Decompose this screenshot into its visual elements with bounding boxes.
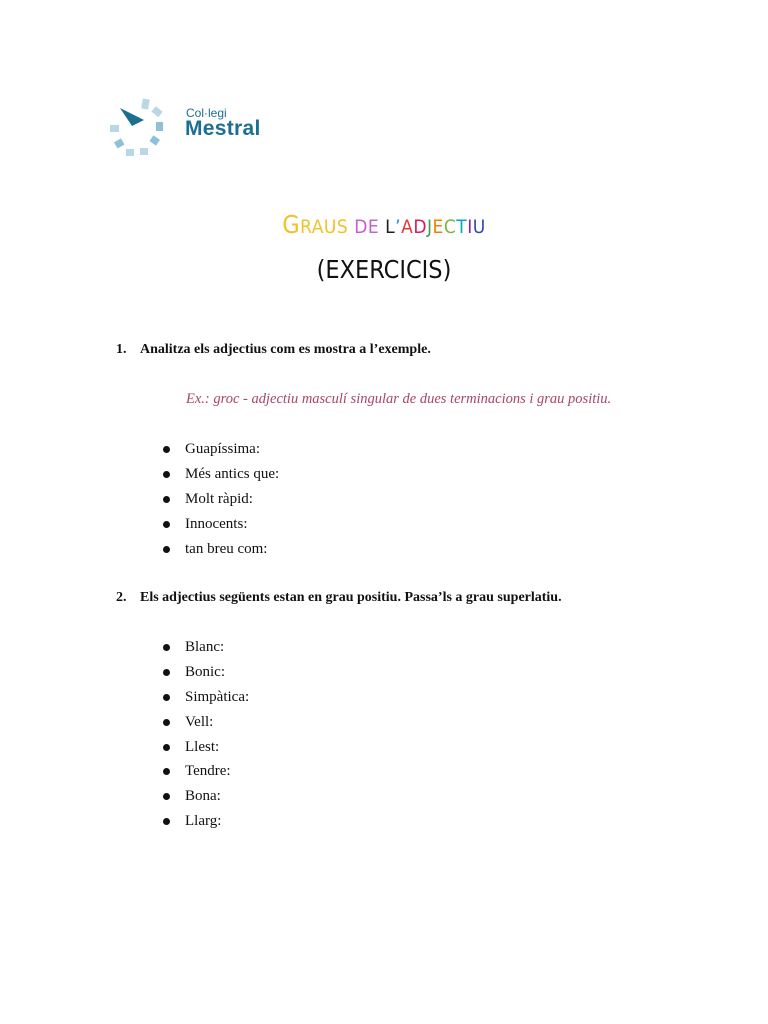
list-item-label: Innocents: — [185, 515, 248, 532]
title-rainbow — [0, 210, 768, 239]
bullet-icon — [163, 496, 170, 503]
logo-mark-icon — [108, 96, 180, 162]
title-letter: I — [467, 216, 473, 238]
bullet-icon — [163, 521, 170, 528]
list-item — [160, 784, 249, 809]
title-letter: RAUS — [300, 216, 349, 238]
title-letter: L — [385, 216, 396, 238]
list-item — [160, 487, 279, 512]
list-item-label: Bonic: — [185, 663, 225, 680]
list-item-label: Llest: — [185, 738, 220, 755]
bullet-icon — [163, 744, 170, 751]
list-item-label: Vell: — [185, 713, 214, 730]
list-item-label: Simpàtica: — [185, 688, 250, 705]
question-1 — [116, 342, 431, 358]
list-item — [160, 735, 249, 760]
list-item-label: Més antics que: — [185, 465, 280, 482]
bullet-icon — [163, 818, 170, 825]
title-letter: A — [401, 216, 414, 238]
title-letter: U — [472, 216, 486, 238]
list-item — [160, 462, 279, 487]
list-item-label: tan breu com: — [185, 540, 268, 557]
list-item — [160, 710, 249, 735]
list-item-label: Llarg: — [185, 813, 222, 830]
list-item — [160, 685, 249, 710]
list-item — [160, 759, 249, 784]
question-1-number: 1. — [116, 342, 127, 357]
title-letter: ’ — [395, 216, 402, 238]
logo-name-text: Mestral — [185, 117, 261, 140]
list-item-label: Tendre: — [185, 763, 231, 780]
title-letter: D — [413, 216, 427, 238]
list-item-label: Bona: — [185, 788, 221, 805]
school-logo — [108, 96, 278, 162]
title-subtitle: (EXERCICIS) — [316, 255, 452, 284]
list-item-label: Blanc: — [185, 639, 225, 655]
bullet-icon — [163, 644, 170, 651]
bullet-icon — [163, 694, 170, 701]
bullet-icon — [163, 446, 170, 453]
list-item — [160, 437, 279, 462]
question-2-number: 2. — [116, 590, 127, 605]
question-2-text: Els adjectius següents estan en grau positiu. Passa’ls a grau superlatiu. — [140, 590, 562, 605]
bullet-icon — [163, 719, 170, 726]
question-1-text: Analitza els adjectius com es mostra a l’exemple. — [140, 342, 431, 357]
example-text: Ex.: groc - adjectiu masculí singular de dues terminacions i grau positiu. — [186, 391, 612, 407]
list-item — [160, 537, 279, 562]
title-letter: DE — [354, 216, 380, 238]
list-item — [160, 512, 279, 537]
bullet-icon — [163, 669, 170, 676]
bullet-icon — [163, 546, 170, 553]
logo-small-text: Col·legi — [186, 106, 227, 120]
title-letter: T — [456, 216, 468, 238]
list-item-label: Molt ràpid: — [185, 490, 253, 507]
list-item — [160, 660, 249, 685]
adjective-list-2 — [160, 635, 249, 834]
title-letter: G — [282, 210, 301, 239]
title-letter: C — [443, 216, 457, 238]
title-letter: E — [432, 216, 444, 238]
list-item-label: Guapíssima: — [185, 441, 260, 457]
question-2 — [116, 590, 562, 606]
bullet-icon — [163, 471, 170, 478]
bullet-icon — [163, 793, 170, 800]
list-item — [160, 809, 249, 834]
list-item — [160, 635, 249, 660]
adjective-list-1 — [160, 437, 279, 561]
title-letter: J — [426, 216, 433, 238]
bullet-icon — [163, 768, 170, 775]
